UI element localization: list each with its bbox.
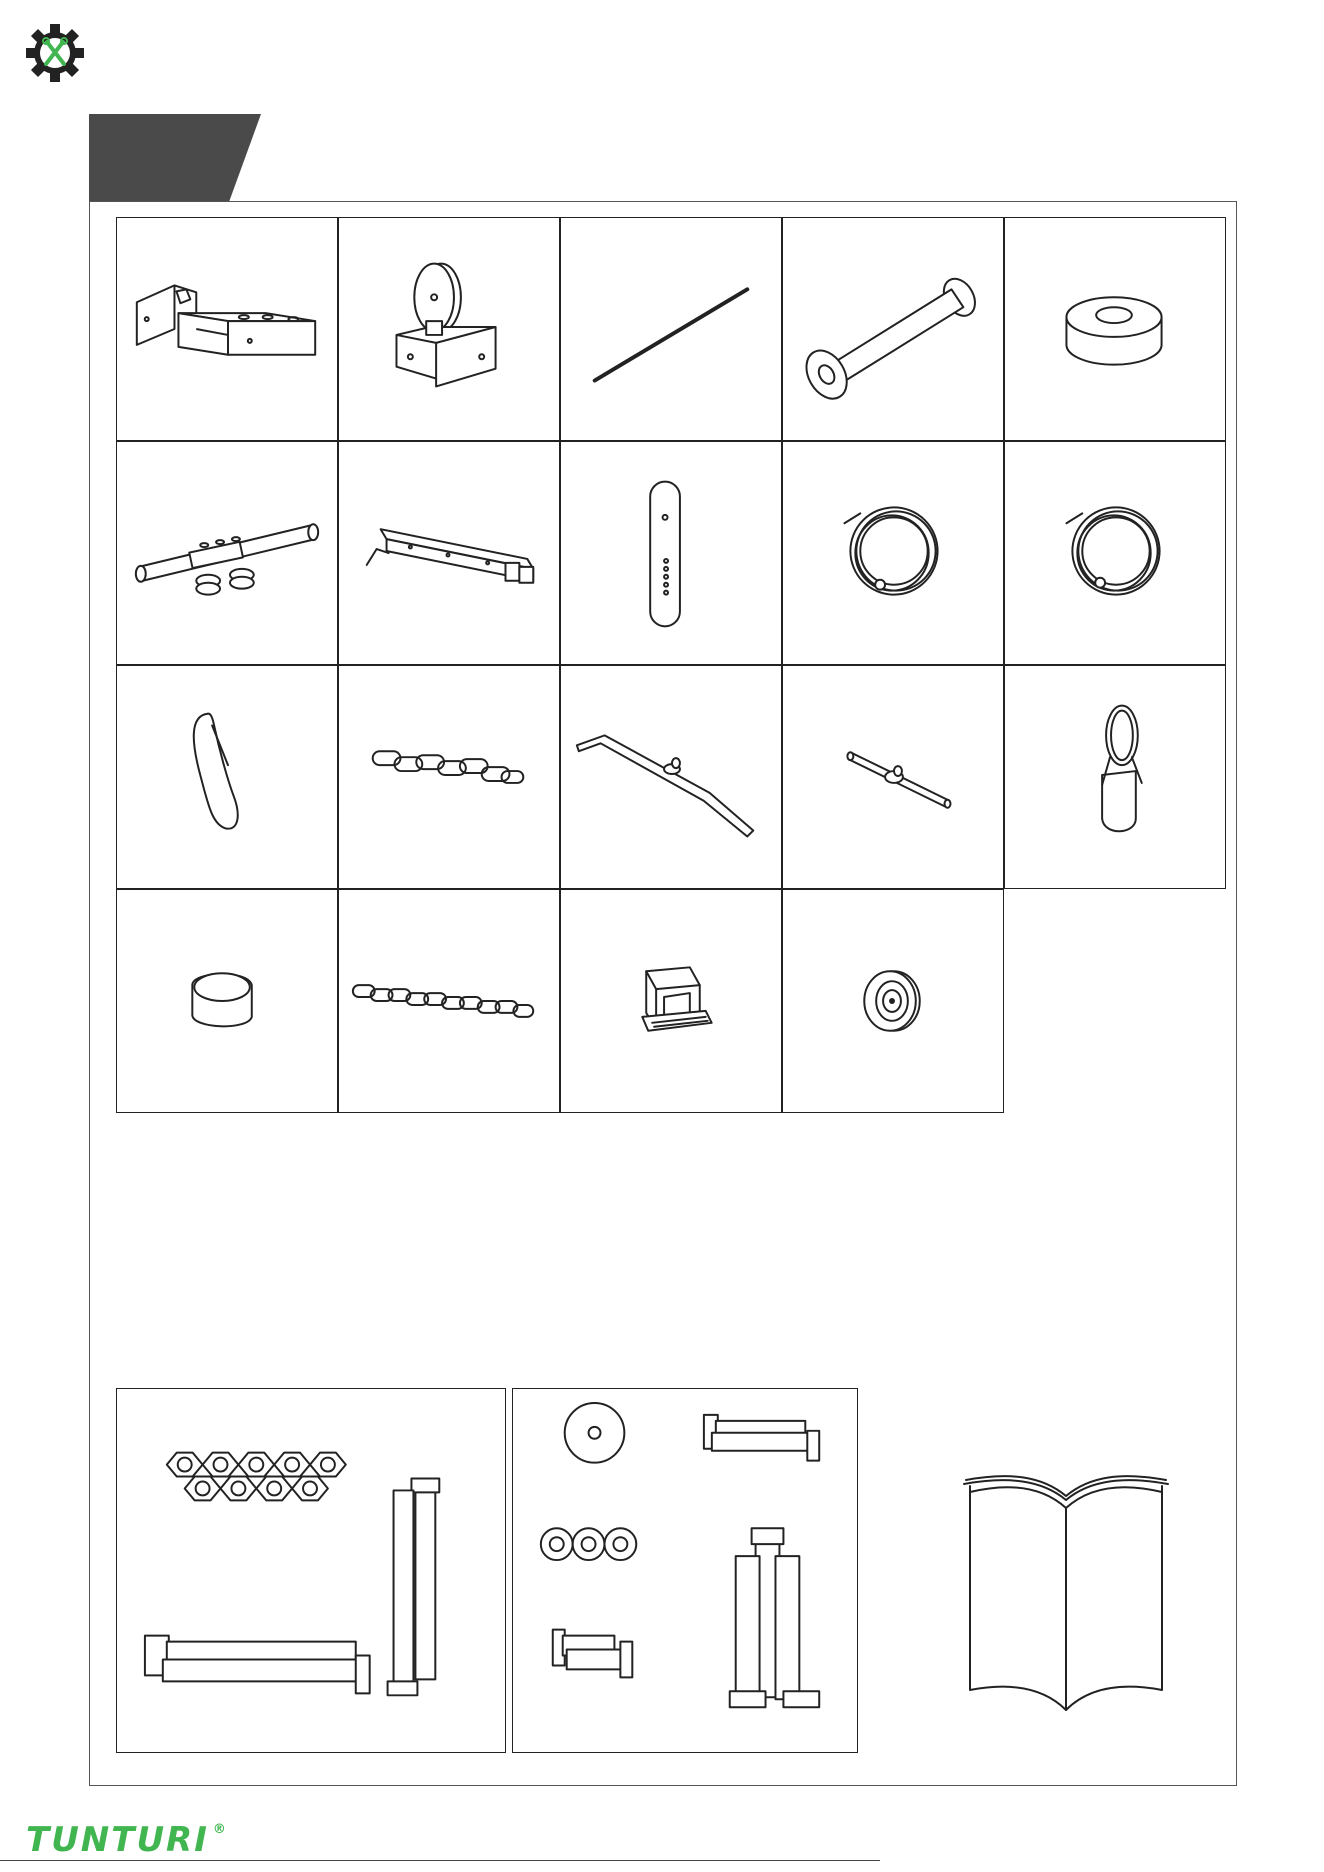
part-cell-17	[338, 889, 560, 1113]
nuts-and-bolts-icon	[117, 1389, 505, 1752]
weight-bar-icon	[783, 218, 1003, 440]
parts-grid	[116, 217, 1226, 1115]
part-cell-2	[338, 217, 560, 441]
registered-mark: ®	[212, 1822, 228, 1837]
cable-coil-icon	[1005, 442, 1225, 664]
hardware-bag-2	[512, 1388, 858, 1753]
pulley-shaft-icon	[117, 442, 337, 664]
part-cell-14	[782, 665, 1004, 889]
manual-book-icon	[950, 1466, 1180, 1712]
rod-icon	[561, 218, 781, 440]
part-cell-15	[1004, 665, 1226, 889]
part-cell-8	[560, 441, 782, 665]
part-cell-13	[560, 665, 782, 889]
snap-ring-hook-icon	[1005, 666, 1225, 888]
snap-hook-icon	[117, 666, 337, 888]
part-cell-6	[116, 441, 338, 665]
part-cell-7	[338, 441, 560, 665]
guide-rail-icon	[339, 442, 559, 664]
brand-logo	[26, 1808, 228, 1860]
foot-pad-bracket-icon	[561, 890, 781, 1112]
part-cell-1	[116, 217, 338, 441]
end-cap-icon	[117, 890, 337, 1112]
part-cell-16	[116, 889, 338, 1113]
brand-name: TUNTURI	[26, 1820, 209, 1860]
straight-bar-icon	[783, 666, 1003, 888]
part-cell-5	[1004, 217, 1226, 441]
part-cell-3	[560, 217, 782, 441]
part-cell-18	[560, 889, 782, 1113]
part-cell-9	[782, 441, 1004, 665]
pulley-wheel-icon	[783, 890, 1003, 1112]
spacer-ring-icon	[1005, 218, 1225, 440]
selector-plate-icon	[561, 442, 781, 664]
gear-wrench-logo-icon	[26, 24, 84, 82]
pulley-bracket-arm-icon	[117, 218, 337, 440]
pulley-wheel-bracket-icon	[339, 218, 559, 440]
part-cell-4	[782, 217, 1004, 441]
part-cell-10	[1004, 441, 1226, 665]
part-cell-11	[116, 665, 338, 889]
part-cell-19	[782, 889, 1004, 1113]
short-chain-icon	[339, 666, 559, 888]
part-cell-12	[338, 665, 560, 889]
washers-and-bolts-icon	[513, 1389, 857, 1752]
cable-coil-icon	[783, 442, 1003, 664]
long-chain-icon	[339, 890, 559, 1112]
footer-line	[0, 1860, 880, 1861]
section-header-tab	[89, 114, 261, 202]
hardware-bag-1	[116, 1388, 506, 1753]
lat-bar-icon	[561, 666, 781, 888]
